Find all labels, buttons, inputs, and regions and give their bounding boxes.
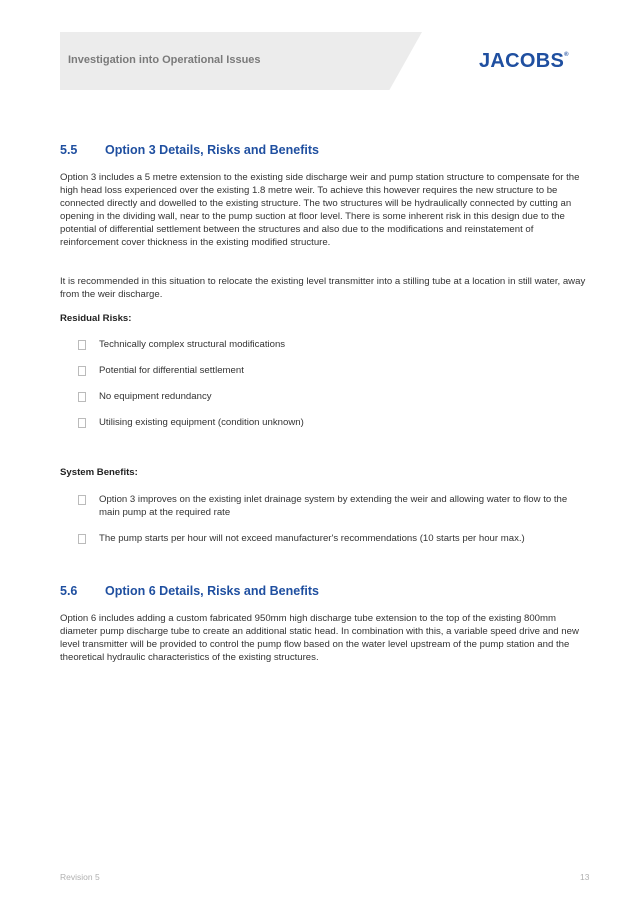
section-5-5-paragraph-2: It is recommended in this situation to relocate the existing level transmitter into a stilling tube at a location in still water, away from the weir discharge. — [60, 276, 586, 300]
section-number: 5.5 — [60, 143, 78, 157]
section-5-5-paragraph-1: Option 3 includes a 5 metre extension to the existing side discharge weir and pump station structure to compensate for the high head loss experienced over the existing 1.8 metre weir. To achieve this however requires the new structure to be connected directly and dowelled to the existing structure. The two structures will be hydraulically connected by cutting an opening in the dividing wall, near to the pump suction at floor level. There is some inherent risk in this design due to the potential of differential settlement between the structures and also due to the modifications and reinstatement of reinforcement cover thickness in the existing modified structure. — [60, 172, 580, 248]
section-5-6-paragraph-1: Option 6 includes adding a custom fabricated 950mm high discharge tube extension to the top of the existing 800mm diameter pump discharge tube to create an additional static head. In combination with this, a variable speed drive and new level transmitter will be provided to control the pump flow based on the water level upstream of the pump station and the theoretical hydraulic characteristics of the existing structures. — [60, 613, 579, 663]
list-item: Potential for differential settlement — [78, 364, 588, 377]
list-item: No equipment redundancy — [78, 390, 588, 403]
list-item: Utilising existing equipment (condition unknown) — [78, 416, 588, 429]
footer-page-number: 13 — [580, 872, 590, 882]
section-heading-5-5 — [60, 143, 319, 157]
list-item: Technically complex structural modifications — [78, 338, 588, 351]
residual-risks-heading: Residual Risks: — [60, 313, 132, 324]
bullet-icon — [78, 340, 86, 350]
footer-revision: Revision 5 — [60, 872, 100, 882]
bullet-icon — [78, 366, 86, 376]
section-heading-5-6 — [60, 584, 319, 598]
bullet-icon — [78, 495, 86, 505]
logo-registered-mark: ® — [564, 52, 569, 58]
logo-text: JACOBS — [479, 50, 565, 72]
section-title: Option 3 Details, Risks and Benefits — [105, 143, 319, 157]
system-benefits-heading: System Benefits: — [60, 467, 138, 478]
jacobs-logo — [479, 50, 569, 73]
bullet-icon — [78, 392, 86, 402]
bullet-icon — [78, 534, 86, 544]
section-title: Option 6 Details, Risks and Benefits — [105, 584, 319, 598]
list-item: The pump starts per hour will not exceed manufacturer's recommendations (10 starts per hour max.) — [78, 532, 588, 545]
bullet-icon — [78, 418, 86, 428]
document-title: Investigation into Operational Issues — [68, 54, 261, 66]
list-item: Option 3 improves on the existing inlet drainage system by extending the weir and allowing water to flow to the main pump at the required rate — [78, 493, 588, 519]
section-number: 5.6 — [60, 584, 78, 598]
